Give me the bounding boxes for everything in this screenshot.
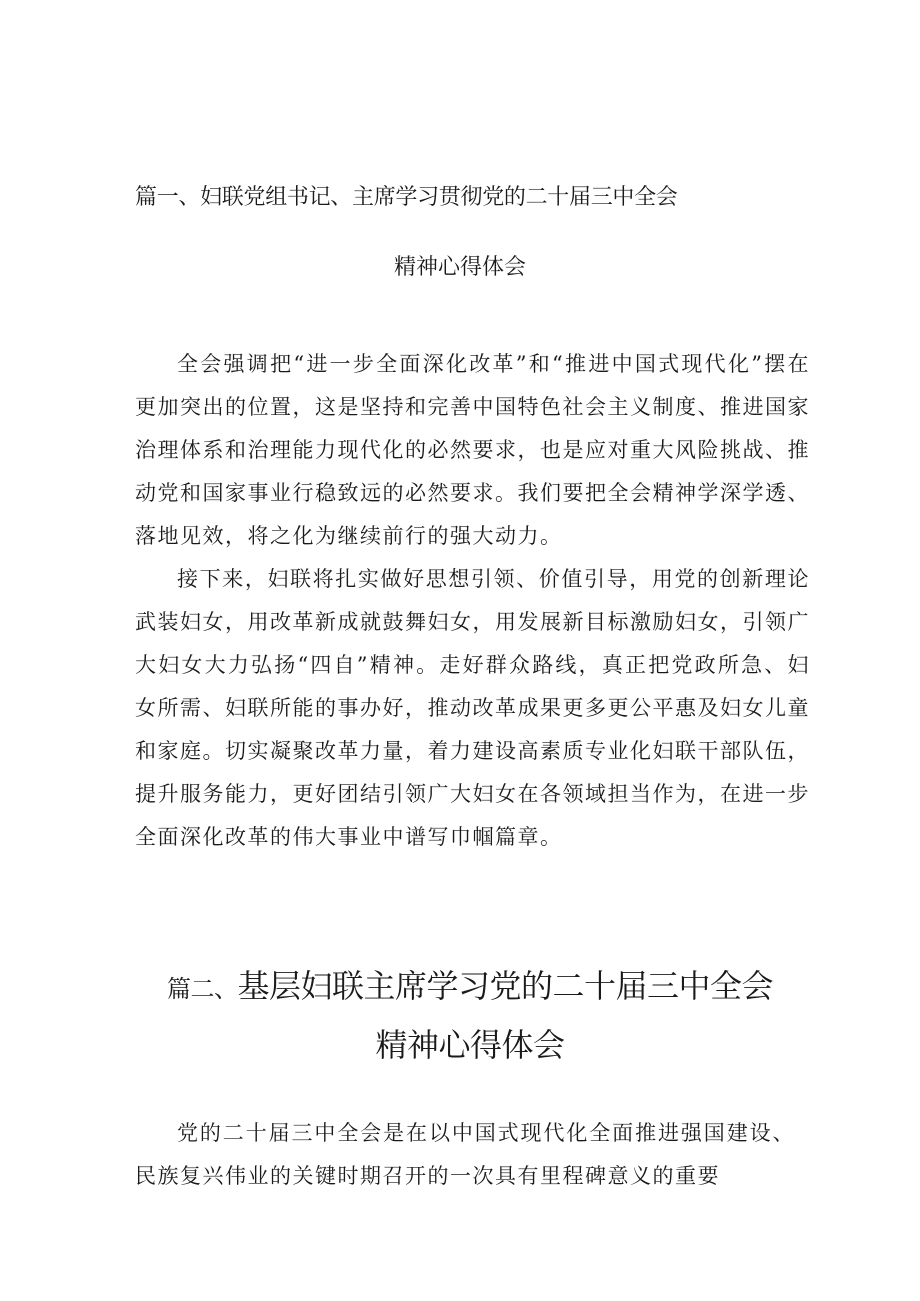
article1-title-line2: 精神心得体会	[393, 255, 526, 280]
article2-title	[160, 958, 780, 1073]
article2-title-main: 基层妇联主席学习党的二十届三中全会精神心得体会	[237, 967, 773, 1064]
article1-paragraph-2: 接下来，妇联将扎实做好思想引领、价值引导，用党的创新理论武装妇女，用改革新成就鼓舞妇女，用发展新目标激励妇女，引领广大妇女大力弘扬“四自”精神。走好群众路线，真正把党政所急、妇女所需、妇联所能的事办好，推动改革成果更多更公平惠及妇女儿童和家庭。切实凝聚改革力量，着力建设高素质专业化妇联干部队伍，提升服务能力，更好团结引领广大妇女在各领域担当作为，在进一步全面深化改革的伟大事业中谱写巾帼篇章。	[135, 567, 810, 849]
article2-body	[135, 1112, 795, 1198]
article2-title-prefix: 篇二、	[166, 975, 238, 1003]
article1-title-line1: 篇一、妇联党组书记、主席学习贯彻党的二十届三中全会	[135, 185, 678, 210]
article1-body	[135, 343, 810, 859]
article2-paragraph-1: 党的二十届三中全会是在以中国式现代化全面推进强国建设、民族复兴伟业的关键时期召开的一次具有里程碑意义的重要	[135, 1121, 795, 1188]
article1-paragraph-1: 全会强调把“进一步全面深化改革”和“推进中国式现代化”摆在更加突出的位置，这是坚持和完善中国特色社会主义制度、推进国家治理体系和治理能力现代化的必然要求，也是应对重大风险挑战、推动党和国家事业行稳致远的必然要求。我们要把全会精神学深学透、落地见效，将之化为继续前行的强大动力。	[135, 352, 810, 548]
